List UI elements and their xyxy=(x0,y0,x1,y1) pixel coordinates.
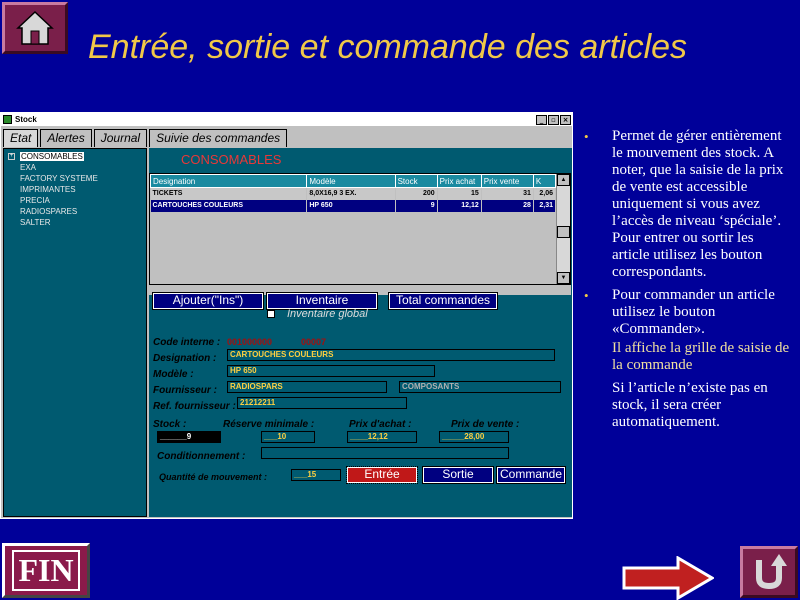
modele-field[interactable]: HP 650 xyxy=(227,365,435,377)
bullet-icon: • xyxy=(584,288,589,303)
cell: 2,06 xyxy=(533,188,555,200)
close-button[interactable]: × xyxy=(560,115,571,125)
column-header[interactable]: K xyxy=(533,175,555,188)
tree-item[interactable]: RADIOSPARES xyxy=(20,207,78,216)
inventaire-global-label: Inventaire global xyxy=(287,308,368,320)
cell: 31 xyxy=(481,188,533,200)
minimize-button[interactable]: _ xyxy=(536,115,547,125)
category-title: CONSOMABLES xyxy=(181,152,282,167)
prix-vente-label: Prix de vente : xyxy=(451,419,520,430)
column-header[interactable]: Modèle xyxy=(307,175,395,188)
window-title: Stock xyxy=(15,115,37,124)
fournisseur-category-field[interactable]: COMPOSANTS xyxy=(399,381,561,393)
stock-window xyxy=(0,112,573,519)
cell: 12,12 xyxy=(437,200,481,212)
return-button[interactable] xyxy=(740,546,798,598)
fournisseur-field[interactable]: RADIOSPARS xyxy=(227,381,387,393)
designation-label: Designation : xyxy=(153,353,217,364)
articles-grid xyxy=(149,173,571,285)
tab-bar xyxy=(3,129,289,147)
cell: 2,31 xyxy=(533,200,555,212)
sortie-button[interactable]: Sortie xyxy=(423,467,493,483)
cell: HP 650 xyxy=(307,200,395,212)
total-commandes-button[interactable]: Total commandes xyxy=(389,293,497,309)
tab-journal[interactable]: Journal xyxy=(94,129,147,147)
conditionnement-label: Conditionnement : xyxy=(157,451,246,462)
ref-fournisseur-field[interactable]: 21212211 xyxy=(237,397,407,409)
slide-title: Entrée, sortie et commande des articles xyxy=(88,28,688,66)
prix-achat-label: Prix d'achat : xyxy=(349,419,412,430)
inventaire-button[interactable]: Inventaire xyxy=(267,293,377,309)
fin-button[interactable] xyxy=(2,543,90,598)
quantite-field[interactable]: ___15 xyxy=(291,469,341,481)
column-header[interactable]: Prix achat xyxy=(437,175,481,188)
commande-button[interactable]: Commande xyxy=(497,467,565,483)
expand-icon[interactable]: + xyxy=(9,153,14,159)
cell: TICKETS xyxy=(151,188,307,200)
grid-scrollbar[interactable] xyxy=(556,174,570,284)
bullet-icon: • xyxy=(584,129,589,144)
cell: CARTOUCHES COULEURS xyxy=(151,200,307,212)
tree-item[interactable]: SALTER xyxy=(20,218,51,227)
bullet-list xyxy=(584,128,794,431)
stock-field[interactable]: ______9 xyxy=(157,431,221,443)
prix-vente-field[interactable]: _____28,00 xyxy=(439,431,509,443)
cell: 200 xyxy=(395,188,437,200)
conditionnement-field[interactable] xyxy=(261,447,509,459)
column-header[interactable]: Designation xyxy=(151,175,307,188)
fournisseur-label: Fournisseur : xyxy=(153,385,217,396)
entree-button[interactable]: Entrée xyxy=(347,467,417,483)
scroll-thumb[interactable] xyxy=(557,226,570,238)
reserve-field[interactable]: ___10 xyxy=(261,431,315,443)
tree-item[interactable]: FACTORY SYSTEME xyxy=(20,174,98,183)
window-titlebar xyxy=(1,113,572,126)
tree-item[interactable]: PRECIA xyxy=(20,196,50,205)
maximize-button[interactable]: ▫ xyxy=(548,115,559,125)
scroll-up-icon[interactable]: ▲ xyxy=(557,174,570,186)
code-suffix: 00007 xyxy=(301,337,327,347)
code-value: 001000000 xyxy=(227,337,273,347)
tab-suivie-commandes[interactable]: Suivie des commandes xyxy=(149,129,287,147)
bullet-subtext: Si l’article n’existe pas en stock, il sera créer automatiquement. xyxy=(612,380,768,430)
tree-item-consomables[interactable]: + CONSOMABLES xyxy=(9,152,83,161)
app-icon xyxy=(3,115,12,124)
home-button[interactable] xyxy=(2,2,68,54)
scroll-down-icon[interactable]: ▼ xyxy=(557,272,570,284)
ajouter-button[interactable]: Ajouter("Ins") xyxy=(153,293,263,309)
column-header[interactable]: Stock xyxy=(395,175,437,188)
tree-item[interactable]: EXA xyxy=(20,163,37,172)
modele-label: Modèle : xyxy=(153,369,194,380)
column-header[interactable]: Prix vente xyxy=(481,175,533,188)
stock-label: Stock : xyxy=(153,419,187,430)
quantite-label: Quantité de mouvement : xyxy=(159,472,268,482)
designation-field[interactable]: CARTOUCHES COULEURS xyxy=(227,349,555,361)
cell: 28 xyxy=(481,200,533,212)
fin-label: FIN xyxy=(12,550,79,591)
next-arrow-button[interactable] xyxy=(622,556,714,600)
inventaire-global-checkbox[interactable] xyxy=(267,308,368,320)
bullet-item: • Pour commander un article utilisez le bouton «Commander». xyxy=(584,287,775,337)
bullet-item: • Permet de gérer entièrement le mouvement des stock. A noter, que la saisie de la prix de vente est accessible uniquement si vous avez l’accès de niveau ‘spéciale’. Pour entrer ou sortir les article utilisez les bouton correspondants. xyxy=(584,128,784,280)
tab-etat[interactable]: Etat xyxy=(3,129,38,147)
cell: 8,0X16,9 3 EX. xyxy=(307,188,395,200)
code-label: Code interne : xyxy=(153,337,221,348)
checkbox-box[interactable] xyxy=(267,310,275,318)
u-turn-icon xyxy=(749,552,789,592)
category-tree xyxy=(3,148,147,517)
tab-alertes[interactable]: Alertes xyxy=(40,129,91,147)
bullet-subtext: Il affiche la grille de saisie de la commande xyxy=(612,340,790,373)
table-row[interactable] xyxy=(151,188,556,200)
table-row[interactable] xyxy=(151,200,556,212)
cell: 15 xyxy=(437,188,481,200)
arrow-right-icon xyxy=(622,556,714,600)
cell: 9 xyxy=(395,200,437,212)
home-icon xyxy=(15,9,55,47)
prix-achat-field[interactable]: ____12,12 xyxy=(347,431,417,443)
ref-fournisseur-label: Ref. fournisseur : xyxy=(153,401,236,412)
reserve-label: Réserve minimale : xyxy=(223,419,315,430)
tree-item[interactable]: IMPRIMANTES xyxy=(20,185,76,194)
